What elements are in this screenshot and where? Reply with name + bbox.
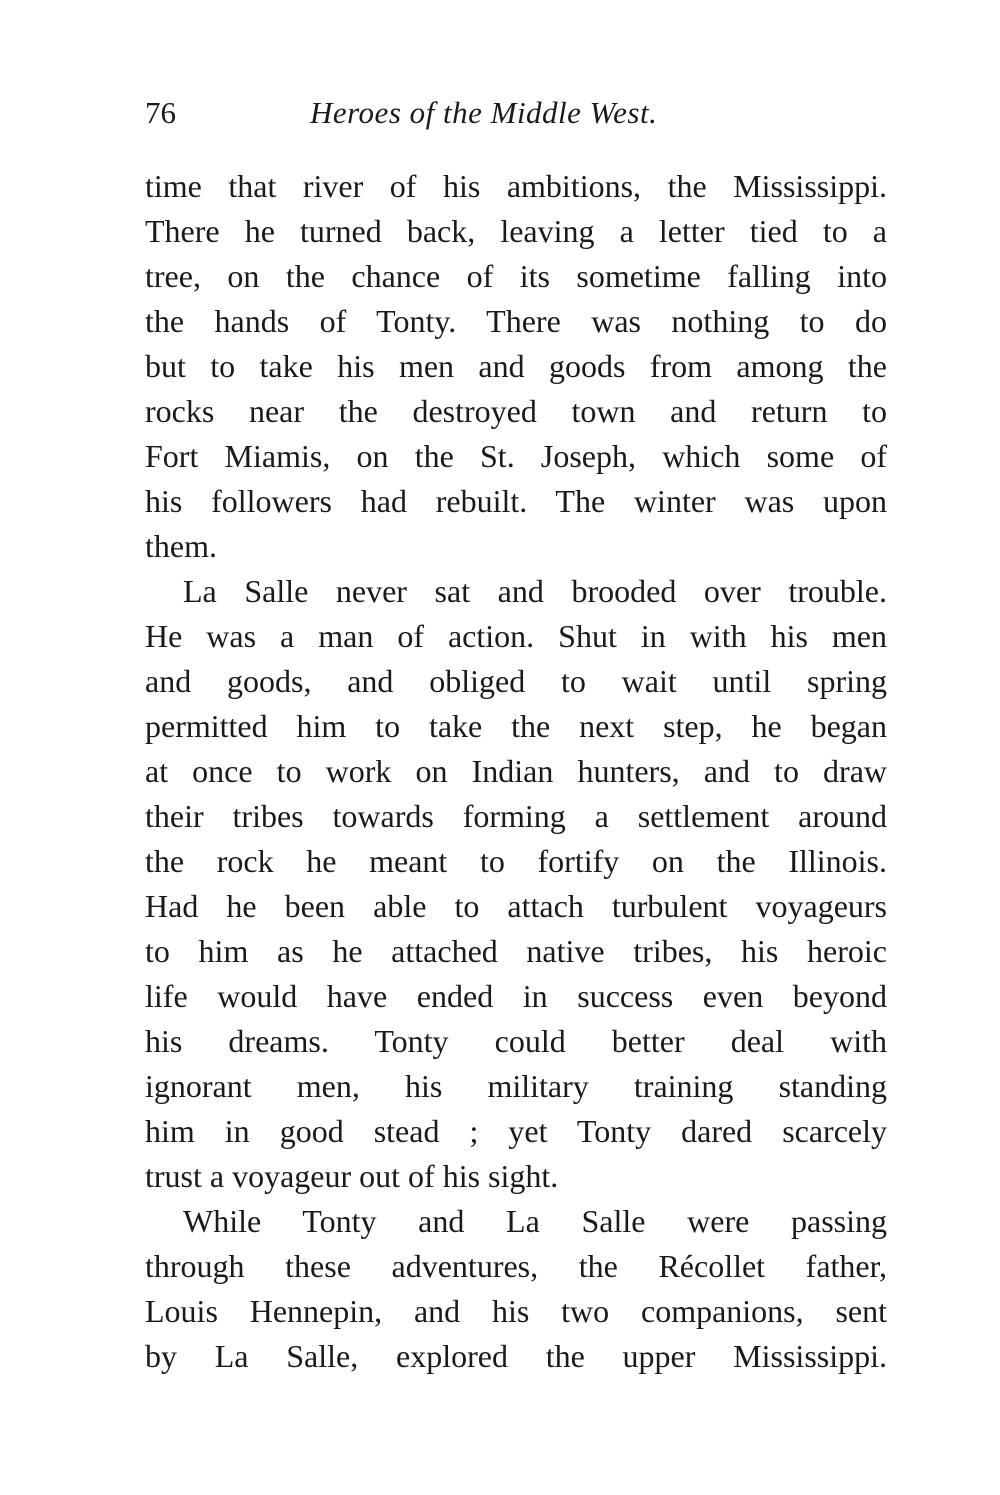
text-line: La Salle never sat and brooded over trouble. — [183, 573, 887, 609]
text-line: him in good stead ; yet Tonty dared scarcely — [145, 1113, 887, 1149]
text-line: While Tonty and La Salle were passing — [183, 1203, 887, 1239]
page-header — [145, 93, 890, 133]
text-line: time that river of his ambitions, the Mississippi. — [145, 168, 887, 204]
text-line: Fort Miamis, on the St. Joseph, which some of — [145, 438, 887, 474]
text-line: the hands of Tonty. There was nothing to do — [145, 303, 887, 339]
text-line: through these adventures, the Récollet father, — [145, 1248, 887, 1284]
text-line: his dreams. Tonty could better deal with — [145, 1023, 887, 1059]
text-line: but to take his men and goods from among the — [145, 348, 887, 384]
text-line: life would have ended in success even beyond — [145, 978, 887, 1014]
text-line: at once to work on Indian hunters, and to draw — [145, 753, 887, 789]
text-line: ignorant men, his military training standing — [145, 1068, 887, 1104]
text-line: tree, on the chance of its sometime falling into — [145, 258, 887, 294]
text-line: to him as he attached native tribes, his heroic — [145, 933, 887, 969]
page-number: 76 — [145, 95, 176, 130]
text-line: There he turned back, leaving a letter tied to a — [145, 213, 887, 249]
text-line: his followers had rebuilt. The winter was upon — [145, 483, 887, 519]
text-line: He was a man of action. Shut in with his men — [145, 618, 887, 654]
text-line: their tribes towards forming a settlement around — [145, 798, 887, 834]
text-line: the rock he meant to fortify on the Illinois. — [145, 843, 887, 879]
running-title: Heroes of the Middle West. — [310, 95, 658, 130]
text-line: Louis Hennepin, and his two companions, sent — [145, 1293, 887, 1329]
text-line: permitted him to take the next step, he began — [145, 708, 887, 744]
text-line: trust a voyageur out of his sight. — [145, 1158, 559, 1194]
text-line: them. — [145, 528, 217, 564]
text-line: and goods, and obliged to wait until spring — [145, 663, 887, 699]
text-line: Had he been able to attach turbulent voyageurs — [145, 888, 887, 924]
body-text — [145, 164, 887, 1379]
text-line: rocks near the destroyed town and return to — [145, 393, 887, 429]
text-line: by La Salle, explored the upper Mississippi. — [145, 1338, 887, 1374]
